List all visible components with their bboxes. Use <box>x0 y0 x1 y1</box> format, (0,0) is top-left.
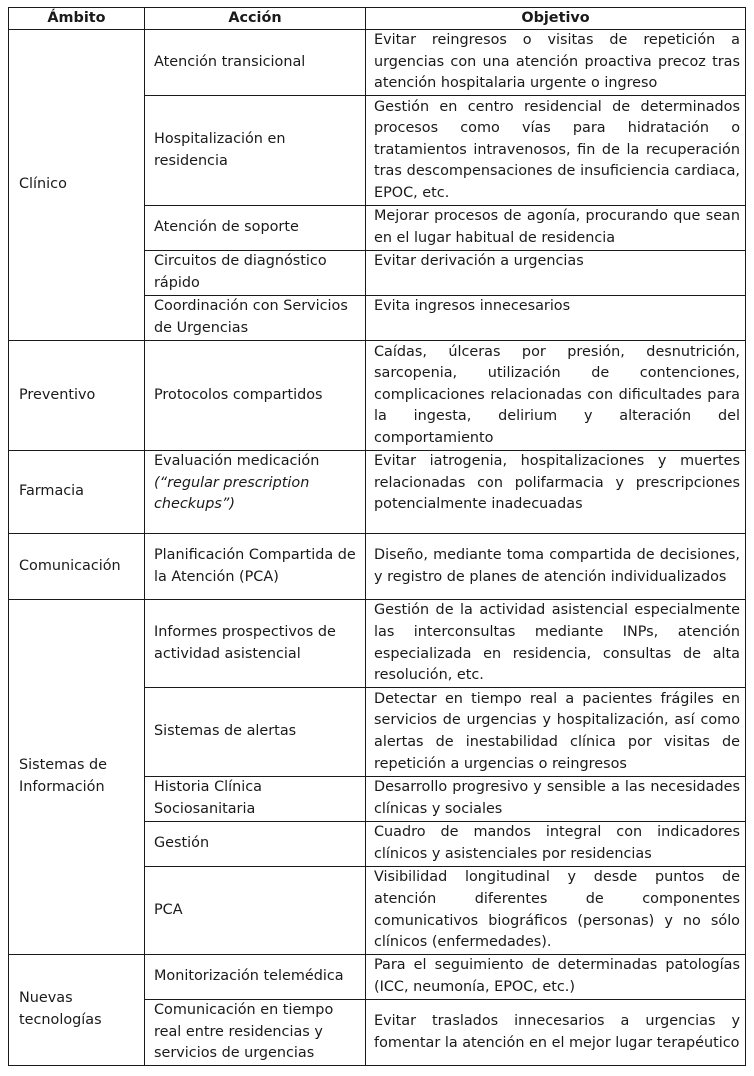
objetivo-cell: Diseño, mediante toma compartida de decisiones, y registro de planes de atención individualizados <box>366 534 746 600</box>
table-row <box>9 341 746 451</box>
accion-cell: Gestión <box>145 822 366 867</box>
ambito-cell-farmacia: Farmacia <box>9 451 145 534</box>
table-row <box>9 600 746 688</box>
header-accion: Acción <box>145 8 366 30</box>
table-row <box>9 534 746 600</box>
accion-note: (“regular prescription checkups”) <box>154 474 310 513</box>
objetivo-cell: Caídas, úlceras por presión, desnutrición, sarcopenia, utilización de contenciones, complicaciones relacionadas con dificultades para la ingesta, delirium y alteración del comportamiento <box>366 341 746 451</box>
ambito-cell-clinico: Clínico <box>9 30 145 341</box>
objetivo-cell: Evita ingresos innecesarios <box>366 296 746 341</box>
objetivo-cell: Para el seguimiento de determinadas patologías (ICC, neumonía, EPOC, etc.) <box>366 955 746 1000</box>
accion-cell: Monitorización telemédica <box>145 955 366 1000</box>
accion-cell: Atención transicional <box>145 30 366 96</box>
objetivo-cell: Gestión en centro residencial de determinados procesos como vías para hidratación o tratamientos intravenosos, fin de la recuperación tras descompensaciones de insuficiencia cardiaca, EPOC, etc. <box>366 96 746 206</box>
objetivo-cell: Mejorar procesos de agonía, procurando que sean en el lugar habitual de residencia <box>366 206 746 251</box>
accion-cell: Atención de soporte <box>145 206 366 251</box>
ambito-cell-preventivo: Preventivo <box>9 341 145 451</box>
ambito-accion-objetivo-table <box>8 7 746 1066</box>
accion-cell: Sistemas de alertas <box>145 688 366 777</box>
accion-text: Evaluación medicación <box>154 453 320 469</box>
accion-cell: Informes prospectivos de actividad asistencial <box>145 600 366 688</box>
ambito-cell-sistemas-informacion: Sistemas de Información <box>9 600 145 955</box>
accion-cell: Planificación Compartida de la Atención (PCA) <box>145 534 366 600</box>
objetivo-cell: Evitar traslados innecesarios a urgencias y fomentar la atención en el mejor lugar terapéutico <box>366 1000 746 1066</box>
objetivo-cell: Cuadro de mandos integral con indicadores clínicos y asistenciales por residencias <box>366 822 746 867</box>
objetivo-cell: Evitar iatrogenia, hospitalizaciones y muertes relacionadas con polifarmacia y prescripciones potencialmente inadecuadas <box>366 451 746 534</box>
table-row <box>9 30 746 96</box>
objetivo-cell: Visibilidad longitudinal y desde puntos de atención diferentes de componentes comunicativos biográficos (personas) y no sólo clínicos (enfermedades). <box>366 867 746 955</box>
objetivo-cell: Evitar reingresos o visitas de repetición a urgencias con una atención proactiva precoz tras atención hospitalaria urgente o ingreso <box>366 30 746 96</box>
header-row <box>9 8 746 30</box>
objetivo-cell: Evitar derivación a urgencias <box>366 251 746 296</box>
objetivo-cell: Detectar en tiempo real a pacientes frágiles en servicios de urgencias y hospitalización, así como alertas de inestabilidad clínica por visitas de repetición a urgencias o reingresos <box>366 688 746 777</box>
accion-cell: Coordinación con Servicios de Urgencias <box>145 296 366 341</box>
accion-cell: Comunicación en tiempo real entre residencias y servicios de urgencias <box>145 1000 366 1066</box>
accion-cell: Circuitos de diagnóstico rápido <box>145 251 366 296</box>
accion-cell: Protocolos compartidos <box>145 341 366 451</box>
accion-cell: Historia Clínica Sociosanitaria <box>145 777 366 822</box>
objetivo-cell: Gestión de la actividad asistencial especialmente las interconsultas mediante INPs, atención especializada en residencia, consultas de alta resolución, etc. <box>366 600 746 688</box>
accion-cell <box>145 451 366 534</box>
table-row <box>9 955 746 1000</box>
ambito-cell-nuevas-tecnologias: Nuevas tecnologías <box>9 955 145 1066</box>
accion-cell: Hospitalización en residencia <box>145 96 366 206</box>
header-objetivo: Objetivo <box>366 8 746 30</box>
accion-cell: PCA <box>145 867 366 955</box>
objetivo-cell: Desarrollo progresivo y sensible a las necesidades clínicas y sociales <box>366 777 746 822</box>
table-row <box>9 451 746 534</box>
ambito-cell-comunicacion: Comunicación <box>9 534 145 600</box>
header-ambito: Ámbito <box>9 8 145 30</box>
